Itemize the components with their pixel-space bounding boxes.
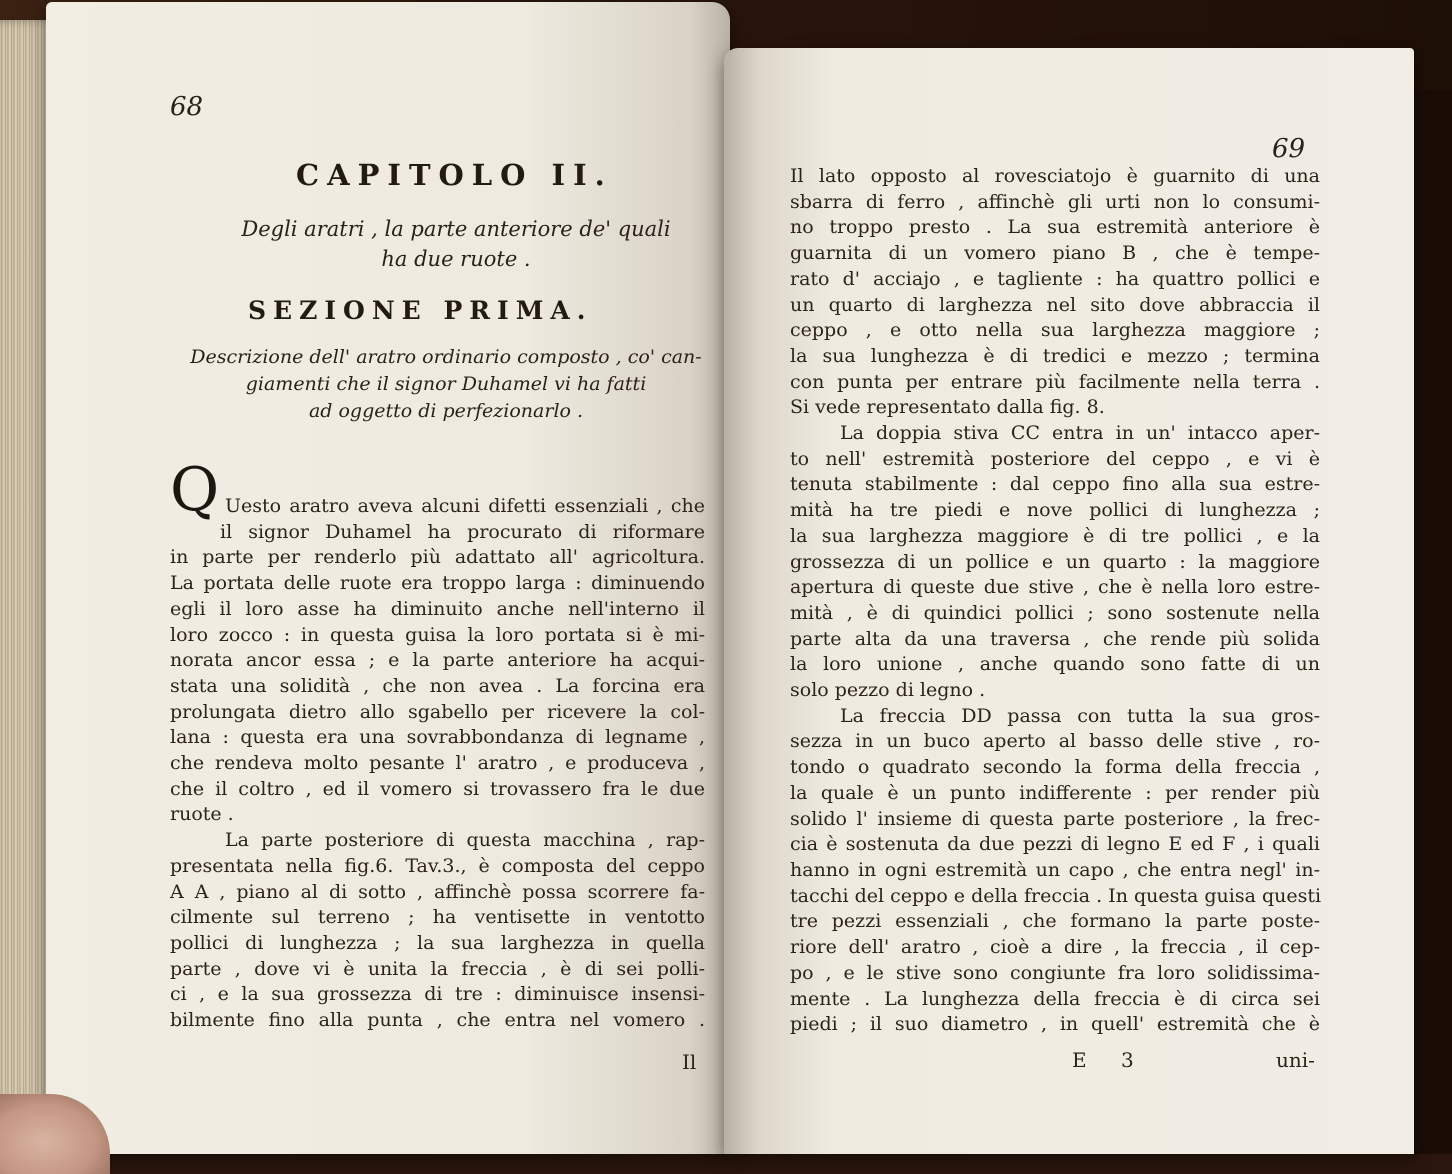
text-line: la sua lunghezza è di tredici e mezzo ; termina [790, 344, 1320, 367]
text-line: La doppia stiva CC entra in un' intacco aper- [840, 422, 1320, 445]
text-line: to nell' estremità posteriore del ceppo , e vi è [790, 447, 1320, 470]
text-line: tondo o quadrato secondo la forma della freccia , [790, 756, 1320, 779]
text-line: ceppo , e otto nella sua larghezza maggiore ; [790, 319, 1320, 342]
text-line: Uesto aratro aveva alcuni difetti essenziali , che [225, 495, 705, 517]
text-line: riore dell' aratro , cioè a dire , la freccia , il cep- [790, 936, 1320, 959]
text-line: sezza in un buco aperto al basso delle stive , ro- [790, 730, 1320, 753]
text-line: il signor Duhamel ha procurato di riformare [220, 520, 705, 543]
right-page [724, 48, 1414, 1154]
text-line: norata ancor essa ; e la parte anteriore ha acqui- [170, 649, 705, 672]
text-line: la sua larghezza maggiore è di tre pollici , e la [790, 524, 1320, 547]
text-line: no troppo presto . La sua estremità anteriore è [790, 216, 1320, 239]
text-line: che il coltro , ed il vomero si trovassero fra le due [170, 777, 705, 800]
text-line: pollici di lunghezza ; la sua larghezza in quella [170, 931, 705, 954]
chapter-subtitle [196, 214, 716, 274]
text-line: parte alta da una traversa , che rende più solida [790, 627, 1320, 650]
text-line: la loro unione , anche quando sono fatte di un [790, 653, 1320, 676]
text-line: con punta per entrare più facilmente nella terra . [790, 370, 1320, 393]
text-line: un quarto di larghezza nel sito dove abbraccia il [790, 293, 1320, 316]
section-description-line: ad oggetto di perfezionarlo . [308, 400, 584, 422]
text-line: la quale è un punto indifferente : per render più [790, 781, 1320, 804]
left-body-text [170, 494, 705, 1034]
text-line: parte , dove vi è unita la freccia , è di sei polli- [170, 957, 705, 980]
text-line: tenuta stabilmente : dal ceppo fino alla sua estre- [790, 473, 1320, 496]
text-line: in parte per renderlo più adattato all' agricoltura. [170, 546, 705, 569]
text-line: ci , e la sua grossezza di tre : diminuisce insensi- [170, 983, 705, 1006]
text-line: lana : questa era una sovrabbondanza di legname , [170, 726, 705, 749]
text-line: egli il loro asse ha diminuito anche nell'interno il [170, 597, 705, 620]
text-line: bilmente fino alla punta , che entra nel vomero . [170, 1009, 705, 1032]
text-line: piedi ; il suo diametro , in quell' estremità che è [790, 1013, 1320, 1036]
text-line: Il lato opposto al rovesciatojo è guarnito di una [790, 165, 1320, 187]
text-line: La portata delle ruote era troppo larga : diminuendo [170, 572, 705, 595]
catchword: Il [682, 1050, 697, 1074]
text-line: mente . La lunghezza della freccia è di circa sei [790, 987, 1320, 1010]
drop-cap: Q [170, 455, 220, 525]
section-heading: SEZIONE PRIMA. [248, 296, 593, 325]
text-line: mità ha tre piedi e nove pollici di lunghezza ; [790, 499, 1320, 522]
page-number: 68 [170, 92, 204, 122]
text-line: hanno in ogni estremità un capo , che entra negl' in- [790, 858, 1320, 881]
text-line: sbarra di ferro , affinchè gli urti non lo consumi- [790, 190, 1320, 213]
text-line: prolungata dietro allo sgabello per ricevere la col- [170, 700, 705, 723]
chapter-subtitle-line: Degli aratri , la parte anteriore de' quali [241, 217, 671, 241]
section-description-line: Descrizione dell' aratro ordinario composto , co' can- [190, 346, 702, 368]
section-description-line: giamenti che il signor Duhamel vi ha fatti [245, 373, 647, 395]
catchword: uni- [1276, 1048, 1315, 1072]
dark-background [1412, 90, 1452, 1154]
page-number: 69 [1272, 134, 1306, 164]
text-line: solido l' insieme di questa parte posteriore , la frec- [790, 807, 1320, 830]
text-line: solo pezzo di legno . [790, 679, 986, 702]
chapter-heading: CAPITOLO II. [296, 158, 613, 192]
text-line: Si vede representato dalla fig. 8. [790, 396, 1105, 419]
text-line: guarnita di un vomero piano B , che è tempe- [790, 242, 1320, 265]
text-line: La parte posteriore di questa macchina , rap- [225, 829, 705, 852]
text-line: tacchi del ceppo e della freccia . In questa guisa questi [790, 884, 1322, 907]
text-line: cia è sostenuta da due pezzi di legno E ed F , i quali [790, 833, 1320, 856]
text-line: A A , piano al di sotto , affinchè possa scorrere fa- [170, 880, 705, 903]
text-line: loro zocco : in questa guisa la loro portata si è mi- [170, 623, 705, 646]
text-line: cilmente sul terreno ; ha ventisette in ventotto [170, 906, 705, 929]
text-line: mità , è di quindici pollici ; sono sostenute nella [790, 601, 1320, 624]
left-page [46, 2, 730, 1154]
text-line: La freccia DD passa con tutta la sua gros- [840, 704, 1320, 727]
chapter-subtitle-line: ha due ruote . [381, 247, 531, 271]
text-line: po , e le stive sono congiunte fra loro solidissima- [790, 961, 1320, 984]
text-line: che rendeva molto pesante l' aratro , e produceva , [170, 752, 705, 775]
right-body-text [790, 164, 1320, 1038]
text-line: apertura di queste due stive , che è nella loro estre- [790, 576, 1320, 599]
text-line: ruote . [170, 803, 234, 826]
text-line: rato d' acciajo , e tagliente : ha quattro pollici e [790, 267, 1320, 290]
text-line: grossezza di un pollice e un quarto : la maggiore [790, 550, 1320, 573]
text-line: tre pezzi essenziali , che formano la parte poste- [790, 910, 1320, 933]
text-line: presentata nella fig.6. Tav.3., è composta del ceppo [170, 854, 705, 877]
text-line: stata una solidità , che non avea . La forcina era [170, 674, 705, 697]
section-description [166, 344, 726, 425]
signature-mark: E 3 [1072, 1048, 1148, 1072]
